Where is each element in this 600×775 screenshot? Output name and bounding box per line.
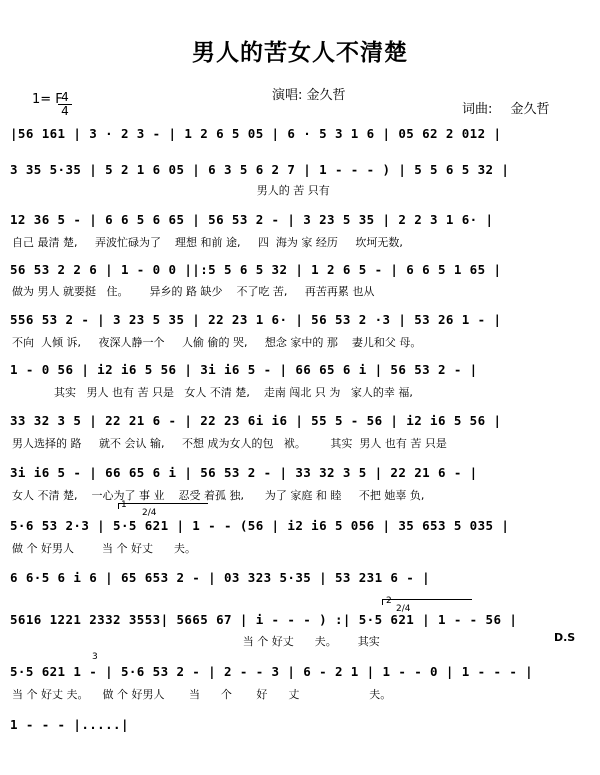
notation-row-7: 33 32 3 5 | 22 21 6 - | 22 23 6i i6 | 55 5 - 56 | i2 i6 5 56 | (10, 413, 502, 428)
lyrics-row-4: 做为 男人 就要挺 住。 异乡的 路 缺少 不了吃 苦, 再苦再累 也从 (12, 285, 375, 298)
lyrics-row-9: 做 个 好男人 当 个 好丈 夫。 (12, 542, 196, 555)
notation-row-8: 3i i6 5 - | 66 65 6 i | 56 53 2 - | 33 32 3 5 | 22 21 6 - | (10, 465, 478, 480)
time-signature (58, 92, 72, 117)
song-title: 男人的苦女人不清楚 (192, 40, 408, 66)
volta-1-label: 1 (121, 500, 127, 510)
key-signature: 1= F (32, 92, 63, 107)
time-signature-top: 4 (61, 90, 69, 104)
lyrics-row-2: 男人的 苦 只有 (12, 184, 330, 197)
singer-credit (272, 84, 346, 103)
notation-row-13: 1 - - - |.....| (10, 717, 129, 732)
volta-2-bracket-tick (382, 599, 383, 605)
volta-2-label: 2 (386, 596, 392, 606)
lyrics-row-7: 男人选择的 路 就不 会认 输, 不想 成为女人的包 袱。 其实 男人 也有 苦 只是 (12, 437, 447, 450)
lyrics-row-8: 女人 不清 楚, 一心为了 事 业 忍受 着孤 独, 为了 家庭 和 睦 不把 她辜 负, (12, 489, 425, 502)
meter-change-label-2: 2/4 (396, 604, 411, 614)
singer-label: 演唱: (272, 88, 303, 103)
notation-row-9: 5·6 53 2·3 | 5·5 621 | 1 - - (56 | i2 i6 5 056 | 35 653 5 035 | (10, 518, 510, 533)
volta-2-bracket (382, 599, 472, 600)
notation-row-2: 3 35 5·35 | 5 2 1 6 05 | 6 3 5 6 2 7 | 1 - - - ) | 5 5 6 5 32 | (10, 162, 510, 177)
notation-row-5: 556 53 2 - | 3 23 5 35 | 22 23 1 6· | 56 53 2 ·3 | 53 26 1 - | (10, 312, 502, 327)
notation-row-6: 1 - 0 56 | i2 i6 5 56 | 3i i6 5 - | 66 65 6 i | 56 53 2 - | (10, 362, 478, 377)
notation-row-12: 5·5 621 1 - | 5·6 53 2 - | 2 - - 3 | 6 - 2 1 | 1 - - 0 | 1 - - - | (10, 664, 534, 679)
lyrics-row-11: 当 个 好丈 夫。 其实 (12, 635, 380, 648)
notation-row-1: |56 161 | 3 · 2 3 - | 1 2 6 5 05 | 6 · 5 3 1 6 | 05 62 2 012 | (10, 126, 502, 141)
ds-mark: D.S (554, 631, 576, 644)
lyricist-name: 金久哲 (510, 102, 550, 117)
time-signature-bottom: 4 (61, 104, 69, 118)
notation-row-3: 12 36 5 - | 6 6 5 6 65 | 56 53 2 - | 3 23 5 35 | 2 2 3 1 6· | (10, 212, 494, 227)
lyrics-row-12: 当 个 好丈 夫。 做 个 好男人 当 个 好 丈 夫。 (12, 688, 392, 701)
lyricist-credit (462, 98, 550, 117)
triplet-mark: 3 (92, 652, 98, 662)
volta-1-bracket (118, 503, 208, 504)
lyricist-label: 词曲: (462, 102, 493, 117)
singer-name: 金久哲 (306, 88, 346, 103)
meter-change-label-1: 2/4 (142, 508, 157, 518)
notation-row-11: 5616 1221 2332 3553| 5665 67 | i - - - ) :| 5·5 621 | 1 - - 56 | (10, 612, 518, 627)
lyrics-row-5: 不向 人倾 诉, 夜深人静一个 人偷 偷的 哭, 想念 家中的 那 妻儿和父 母。 (12, 336, 422, 349)
lyrics-row-6: 其实 男人 也有 苦 只是 女人 不清 楚, 走南 闯北 只 为 家人的幸 福, (12, 386, 413, 399)
notation-row-4: 56 53 2 2 6 | 1 - 0 0 ||:5 5 6 5 32 | 1 2 6 5 - | 6 6 5 1 65 | (10, 262, 502, 277)
volta-1-bracket-tick (118, 503, 119, 509)
lyrics-row-3: 自己 最清 楚, 弄波忙碌为了 理想 和前 途, 四 海为 家 经历 坎坷无数, (12, 236, 403, 249)
notation-row-10: 6 6·5 6 i 6 | 65 653 2 - | 03 323 5·35 | 53 231 6 - | (10, 570, 431, 585)
